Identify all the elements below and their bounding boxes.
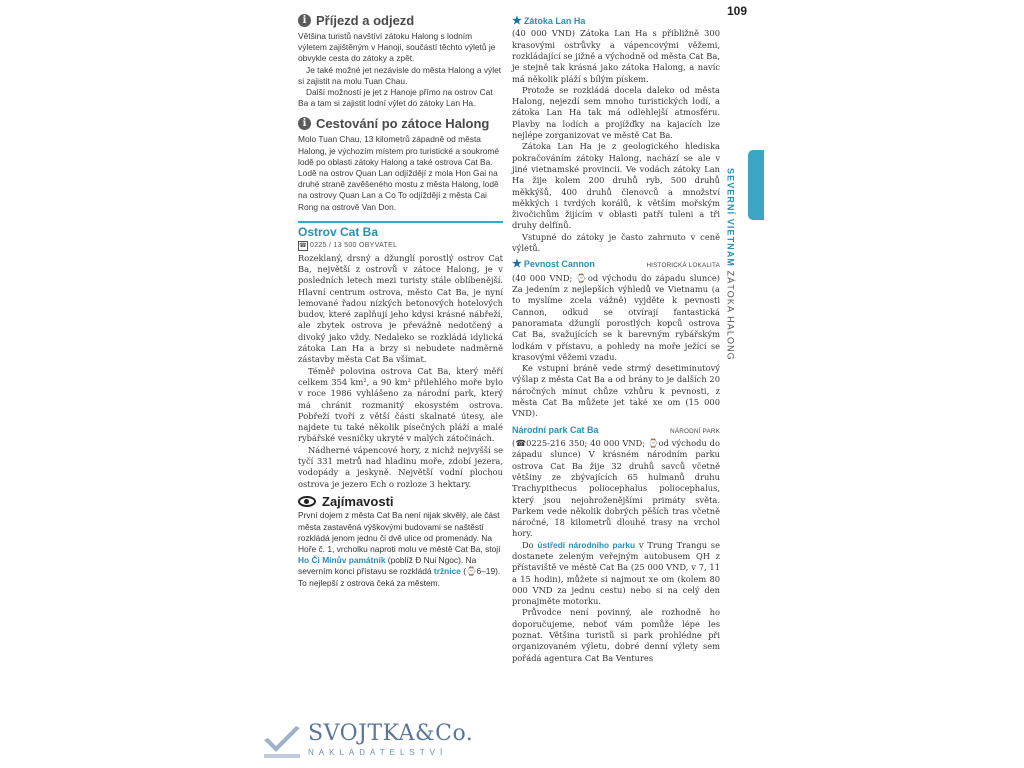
area-label: ZÁTOKA HALONG	[725, 267, 736, 361]
catba-p2: Téměř polovina ostrova Cat Ba, který měří celkem 354 km², a 90 km² přilehlého moře bylo v roce 1986 vyhlášeno za národní park, který má chránit rozmanitý ekosystém ostrova. Pobřeží tvoří z větší části skalnaté útesy, ale najdete tu také několik písečných pláží a malé rybářské vesničky ukryté v malých zátočinách.	[298, 365, 503, 444]
sights-text-a: První dojem z města Cat Ba není nijak skvělý, ale část města zastavěná výškovými budovami se naštěstí rozkládá jenom jednu či dvě ulice od promenády. Na Hoře č. 1, vrcholku naproti molu ve městě Cat Ba, stojí	[298, 510, 501, 554]
star-icon: ★	[512, 15, 522, 27]
park-text-b: v Trung Trangu se dostanete zeleným veřejným autobusem QH z přístaviště ve městě Cat Ba (25 000 VND, v 7, 11 a 15 hodin), můžete si najmout xe om (kolem 80 000 VND za jednu cestu) nebo si na celý den pronajměte motorku.	[512, 539, 720, 607]
sights-text-b: (poblíž Đ Nui Ngoc). Na severním konci přístavu se rozkládá	[298, 555, 477, 577]
market-link[interactable]: tržnice	[433, 566, 461, 577]
info-icon: i	[298, 14, 311, 27]
sights-heading	[298, 493, 503, 509]
cannon-p2: Ke vstupní bráně vede strmý desetiminutový výšlap z města Cat Ba a od brány to je dalších 20 náročných minut chůze vzhůru k pevnosti, z města Cat Ba můžete jet také xe om (15 000 VND).	[512, 363, 720, 419]
right-column	[512, 14, 720, 664]
lanha-p3: Zátoka Lan Ha je z geologického hlediska pokračováním zátoky Halong, nachází se ale v jiné vietnamské provincii. Ve vodách zátoky Lan Ha žije kolem 200 druhů ryb, 500 druhů měkkýšů, 400 druhů členovců a množství měkkých i tvrdých korálů, k větším mořským živočichům žijícím v oblasti patří tuleni a tři druhy delfínů.	[512, 141, 720, 231]
catba-meta-text: 0225 / 13 500 OBYVATEL	[310, 242, 398, 250]
park-p2	[512, 540, 720, 608]
page-number: 109	[727, 4, 748, 18]
lanha-p4: Vstupné do zátoky je často zahrnuto v ceně výletů.	[512, 231, 720, 254]
ho-chi-minh-link[interactable]: Ho Či Minův památník	[298, 555, 386, 566]
phone-icon: ☎	[299, 242, 307, 249]
catba-title: Ostrov Cat Ba	[298, 224, 379, 239]
arrival-p1: Většina turistů navštíví zátoku Halong s lodním výletem zajištěným v Hanoji, součástí těchto výletů je obvykle cesta do zátoky a zpět.	[298, 31, 496, 64]
publisher-sub: NAKLADATELSTVÍ	[308, 748, 448, 757]
transport-p1: Molo Tuan Chau, 13 kilometrů západně od města Halong, je výchozím místem pro turistické a soukromé lodě po oblasti zátoky Halong a také ostrova Cat Ba. Lodě na ostrov Quan Lan odjíždějí z mola Hon Gai na druhé straně zavěšeného mostu z města Halong, lodě na ostrovy Quan Lan a Co To odjíždějí z města Cai Rong na ostrově Van Don.	[298, 134, 500, 212]
cannon-heading	[512, 259, 720, 271]
arrival-p3: Další možností je jet z Hanoje přímo na ostrov Cat Ba a tam si zajistit lodní výlet do zátoky Lan Ha.	[298, 87, 493, 109]
lanha-p1: (40 000 VND) Zátoka Lan Ha s přibližně 300 krasovými ostrůvky a vápencovými věžemi, rozkládající se jižně a východně od města Cat Ba, je stejně tak krásná jako zátoka Halong, a navíc má několik pláží s bílým pískem.	[512, 28, 720, 84]
info-icon: i	[298, 117, 311, 130]
star-icon: ★	[512, 258, 522, 271]
lanha-p2: Protože se rozkládá docela daleko od města Halong, nejezdí sem mnoho turistických lodí, a zátoka Lan Ha tak má odlehlejší atmosféru. Plavby na lodích a projížďky na kajacích lze nejlépe zorganizovat ve městě Cat Ba.	[512, 84, 720, 141]
park-title[interactable]: Národní park Cat Ba	[512, 424, 599, 435]
sights-text-c: (⌚6–19). To nejlepší z ostrova čeká za městem.	[298, 566, 501, 588]
transport-title: Cestování po zátoce Halong	[316, 116, 490, 132]
left-column	[298, 14, 503, 589]
park-p3: Průvodce není povinný, ale rozhodně ho doporučujeme, neboť vám pomůže lépe les poznat. Většina turistů si park prohlédne při organizovaném výletu, dobré denní výlety sem pořádá agentura Cat Ba Ventures	[512, 607, 720, 663]
arrival-title: Příjezd a odjezd	[316, 12, 415, 28]
arrival-heading	[298, 14, 503, 27]
chapter-tab	[748, 150, 764, 220]
cannon-title[interactable]: Pevnost Cannon	[523, 259, 595, 270]
catba-p1: Rozeklaný, drsný a džunglí porostlý ostrov Cat Ba, největší z ostrovů v zátoce Halong, je v posledních letech mezi turisty stále oblíbenější. Hlavní centrum ostrova, město Cat Ba, je nyní lemované řadou nízkých betonových hotelových budov, které zaplňují jeho kdysi krásné nábřeží, ale zbytek ostrova je převážně nedotčený a divoký jako vždy. Nedaleko se rozkládá idylická zátoka Lan Ha a brzy si nebudete nadměrně zástavby města Cat Ba všímat.	[298, 252, 503, 365]
park-text-a: Do	[522, 539, 538, 550]
publisher-logo-icon	[262, 722, 302, 760]
chapter-label	[723, 168, 738, 388]
publisher-name: SVOJTKA&Co.	[308, 721, 474, 746]
park-hq-link[interactable]: ústředí národního parku	[537, 539, 636, 550]
park-heading	[512, 425, 720, 437]
lanha-heading	[512, 16, 720, 27]
sights-title: Zajímavosti	[322, 493, 394, 509]
arrival-p2: Je také možné jet nezávisle do města Halong a výlet si zajistit na molu Tuan Chau.	[298, 64, 502, 86]
section-divider	[298, 221, 503, 223]
publisher-watermark	[262, 722, 473, 760]
catba-p3: Nádherné vápencové hory, z nichž nejvyšší se tyčí 331 metrů nad hladinu moře, zdobí jezera, vodopády a jeskyně. Největší vodní plochou ostrova je jezero Ech o rozloze 3 hektary.	[298, 444, 503, 489]
cannon-tag: HISTORICKÁ LOKALITA	[646, 262, 720, 270]
cannon-p1: (40 000 VND; ⌚od východu do západu slunce) Za jedením z nejlepších výhledů ve Vietnamu (a to myslíme zcela vážně) vyjděte k pevnosti Cannon, odkud se otvírají fantastická panoramata džunglí porostlých kopců ostrova Cat Ba, svažujících se k barevným rybářským lodkám v přístavu, a pohledy na moře ježící se krasovými věžemi vzadu.	[512, 272, 720, 362]
lanha-title[interactable]: Zátoka Lan Ha	[523, 16, 586, 26]
catba-meta	[298, 240, 503, 251]
park-p1: (☎0225-216 350; 40 000 VND; ⌚od východu do západu slunce) V krásném národním parku ostrova Cat Ba žije 32 druhů savců včetně většiny ze zbývajících 65 hulmanů druhu Trachypithecus poliocephalus poliocephalus, který jsou nejohroženějšími primáty světa. Parkem vede několik dobrých pěších tras včetně náročné, 18 kilometrů dlouhé trasy na vrchol hory.	[512, 438, 720, 539]
transport-heading	[298, 117, 503, 130]
region-label: SEVERNÍ VIETNAM	[725, 168, 736, 268]
eye-icon	[298, 496, 316, 507]
sights-p1	[298, 510, 503, 588]
park-tag: NÁRODNÍ PARK	[670, 427, 720, 435]
